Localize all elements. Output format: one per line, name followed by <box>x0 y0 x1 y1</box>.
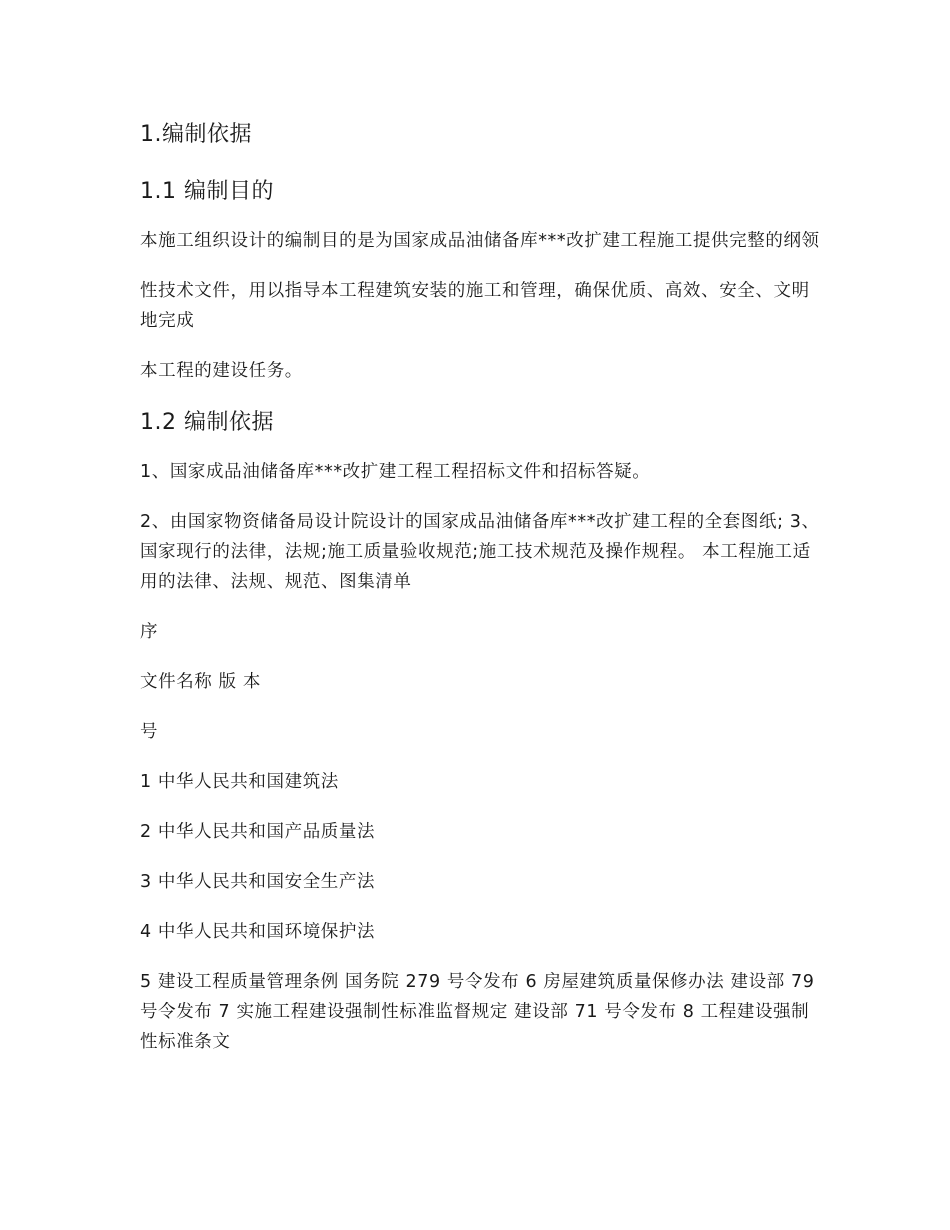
list-item: 4 中华人民共和国环境保护法 <box>140 922 376 942</box>
list-item: 2 中华人民共和国产品质量法 <box>140 822 376 842</box>
paragraph: 本施工组织设计的编制目的是为国家成品油储备库***改扩建工程施工提供完整的纲领 <box>140 231 820 251</box>
paragraph: 1、国家成品油储备库***改扩建工程工程招标文件和招标答疑。 <box>140 462 651 482</box>
list-item: 1 中华人民共和国建筑法 <box>140 772 339 792</box>
heading-1: 1.编制依据 <box>140 122 252 147</box>
table-header-line: 号 <box>140 722 159 742</box>
paragraph: 2、由国家物资储备局设计院设计的国家成品油储备库***改扩建工程的全套图纸; 3、国家现行的法律，法规;施工质量验收规范;施工技术规范及操作规程。 本工程施工适用的法律、法规、规范、图集清单 <box>140 512 820 592</box>
list-item: 5 建设工程质量管理条例 国务院 279 号令发布 6 房屋建筑质量保修办法 建设部 79 号令发布 7 实施工程建设强制性标准监督规定 建设部 71 号令发布 8 工程建设强制性标准条文 <box>140 972 815 1052</box>
table-header-line: 文件名称 版 本 <box>140 672 261 692</box>
section-1-1-title: 1.1 编制目的 <box>140 179 274 204</box>
list-item: 3 中华人民共和国安全生产法 <box>140 872 376 892</box>
paragraph: 本工程的建设任务。 <box>140 361 303 381</box>
paragraph: 性技术文件，用以指导本工程建筑安装的施工和管理，确保优质、高效、安全、文明地完成 <box>140 281 810 331</box>
table-header-line: 序 <box>140 622 159 642</box>
section-1-2-title: 1.2 编制依据 <box>140 410 274 435</box>
document-body <box>140 118 820 1077</box>
